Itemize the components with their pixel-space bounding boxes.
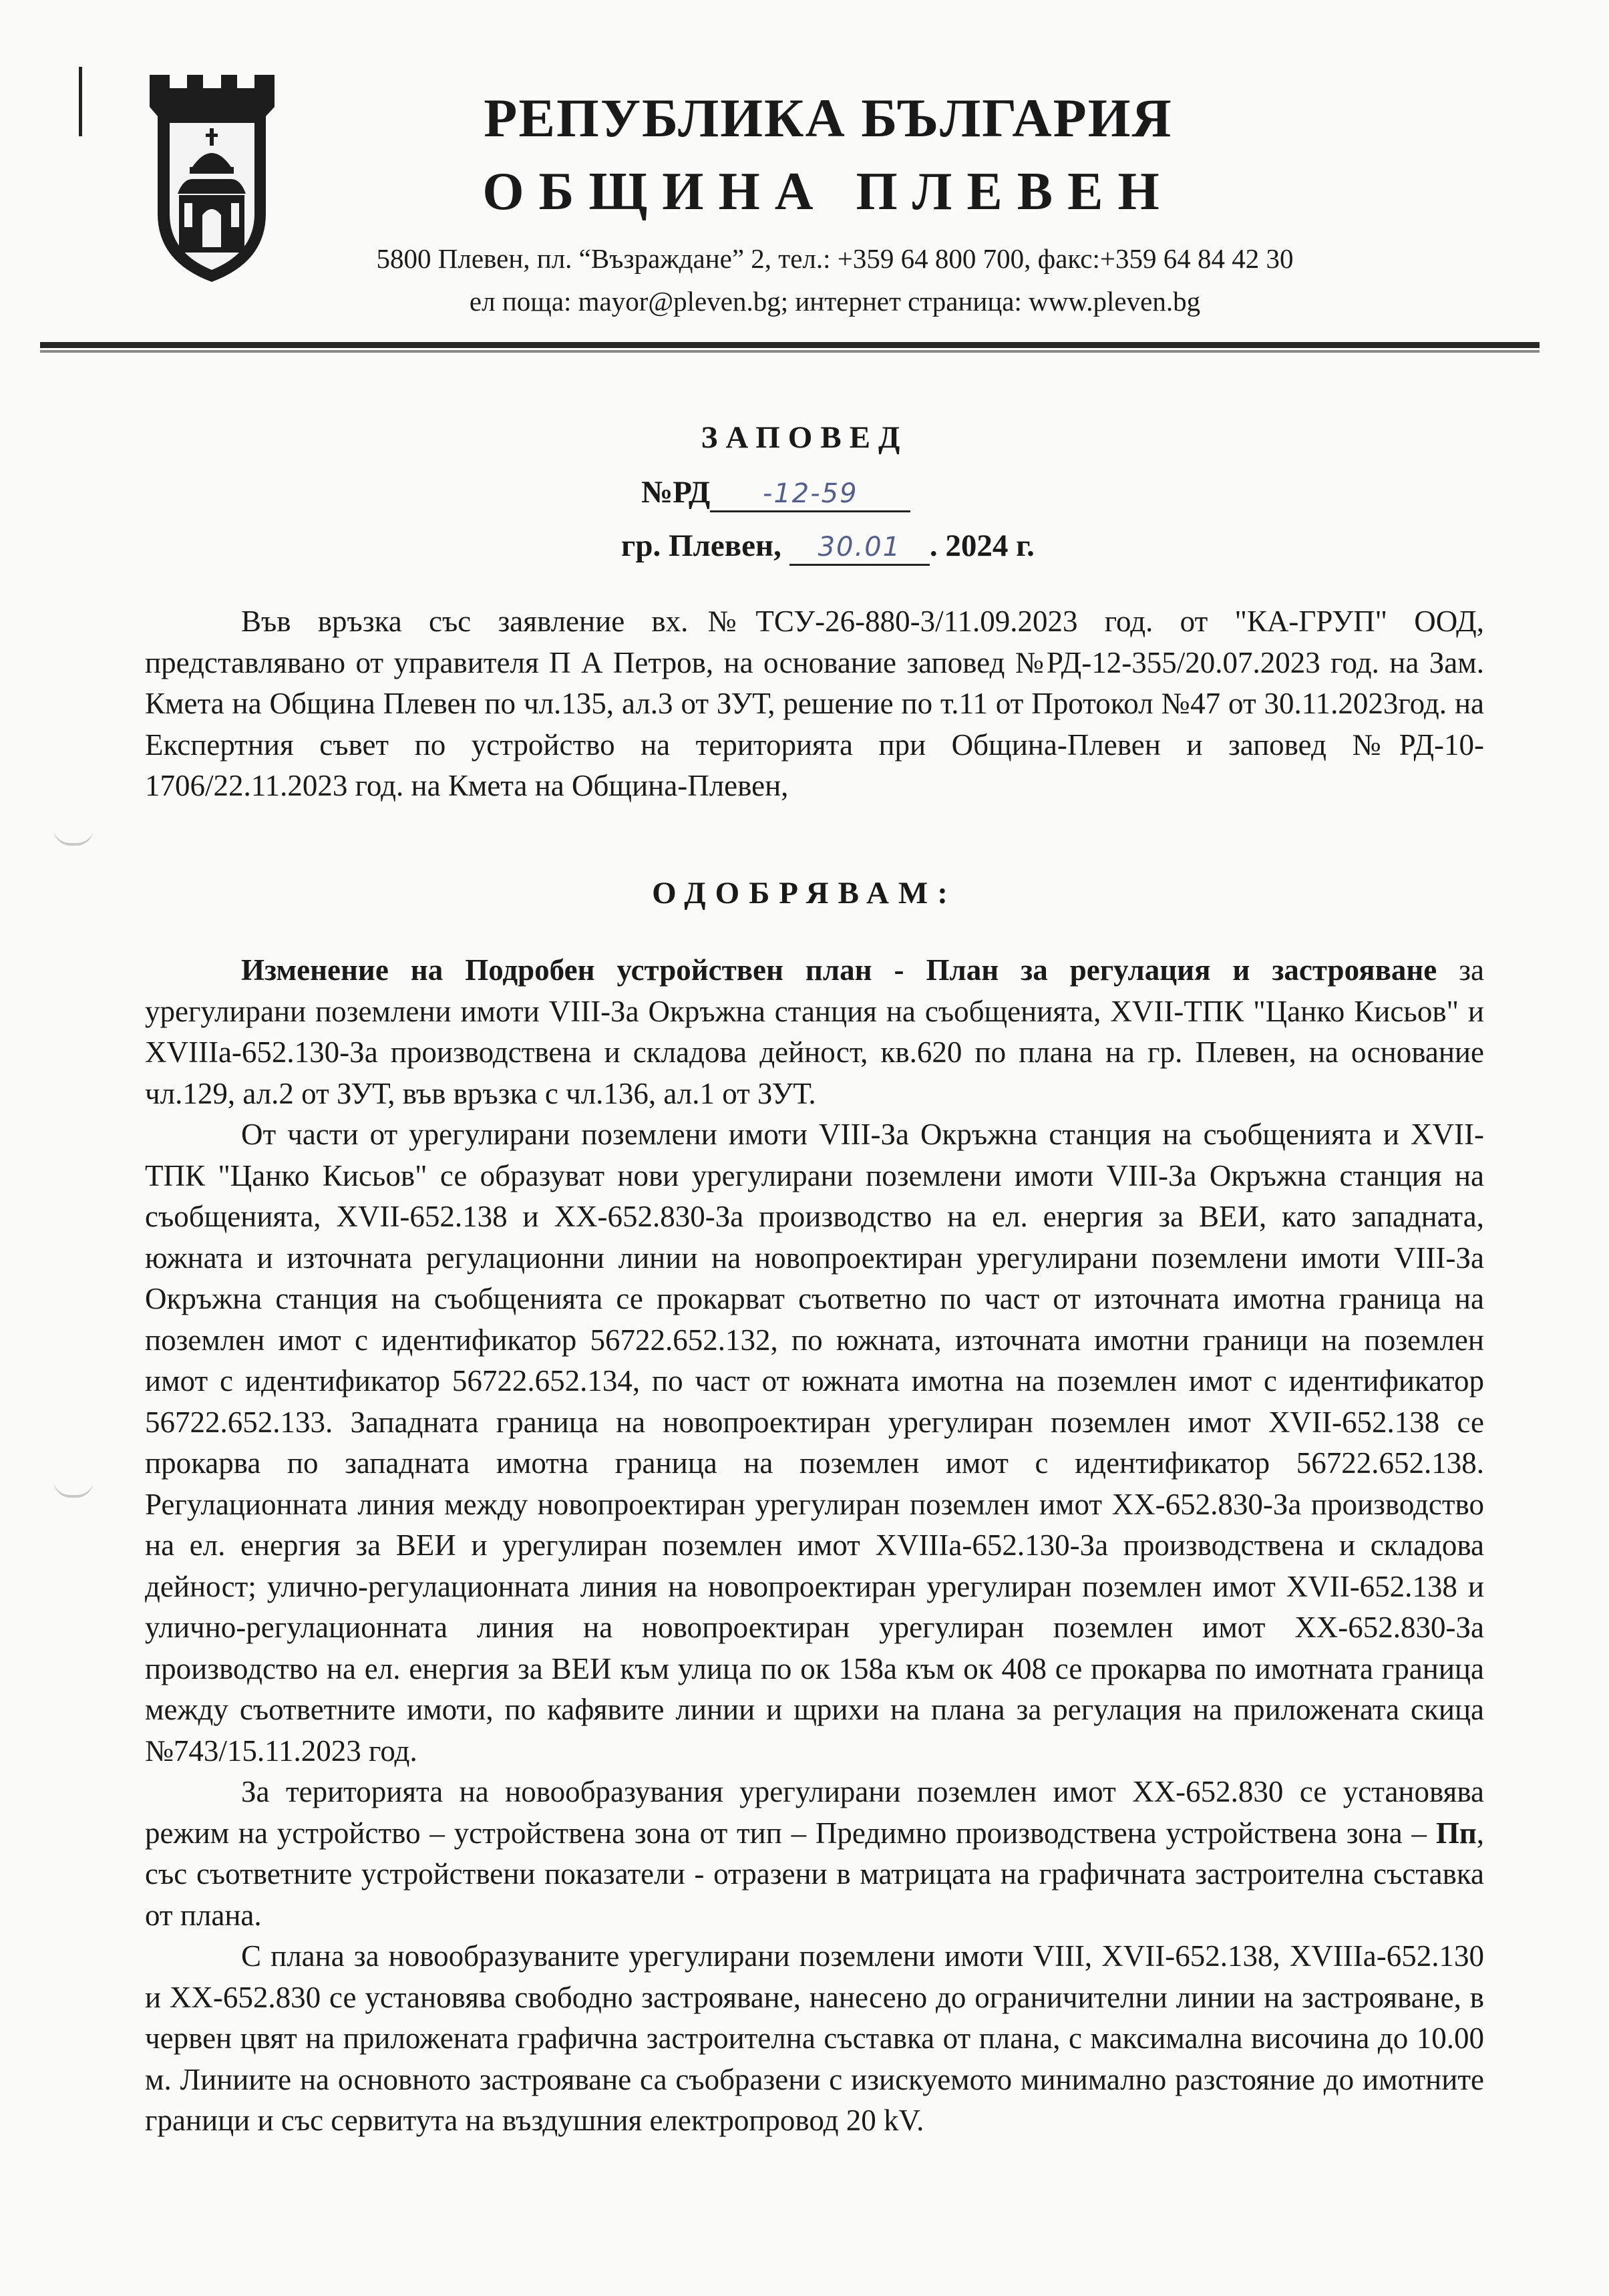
order-title: ЗАПОВЕД: [701, 420, 908, 455]
punch-hole-mark: [53, 1480, 94, 1498]
pleven-coat-of-arms-icon: [140, 67, 284, 287]
order-place-date-line: [621, 528, 1035, 566]
order-body: [145, 950, 1484, 2142]
letterhead-country: РЕПУБЛИКА БЪЛГАРИЯ: [484, 88, 1173, 148]
letterhead-address: 5800 Плевен, пл. “Възраждане” 2, тел.: +359 64 800 700, факс:+359 64 84 42 30: [376, 243, 1294, 274]
zone-code: Пп: [1435, 1816, 1477, 1850]
paragraph-3: [145, 1772, 1484, 1936]
paragraph-1-bold: Изменение на Подробен устройствен план - План за регулация и застрояване: [241, 953, 1437, 987]
paragraph-1: [145, 950, 1484, 1114]
order-year: . 2024 г.: [929, 528, 1035, 563]
header-divider: [40, 342, 1540, 348]
paragraph-2: От части от урегулирани поземлени имоти VIII-За Окръжна станция на съобщенията и XVII-ТПК "Цанко Кисьов" се образуват нови урегулирани поземлени имоти VIII-За Окръжна станция на съобщенията, XVII-652.138 и XX-652.830-За производство на ел. енергия за ВЕИ, като западната, южната и източната регулационни линии на новопроектиран урегулирани поземлени имоти VIII-За Окръжна станция на съобщенията се прокарват съответно по част от източната имотна граница на поземлен имот с идентификатор 56722.652.132, по южната, източната имотни граници на поземлен имот с идентификатор 56722.652.134, по част от южната имотна на поземлен имот с идентификатор 56722.652.133. Западната граница на новопроектиран урегулиран поземлен имот XVII-652.138 се прокарва по западната имотна граница на поземлен имот с идентификатор 56722.652.138. Регулационната линия между новопроектиран урегулиран поземлен имот XX-652.830-За производство на ел. енергия за ВЕИ и урегулиран поземлен имот XVIIIа-652.130-За производствена и складова дейност; улично-регулационната линия на новопроектиран урегулиран поземлен имот XVII-652.138 и улично-регулационната линия на новопроектиран урегулиран поземлен имот XX-652.830-За производство на ел. енергия за ВЕИ към улица по ок 158а към ок 408 се прокарва по имотната граница между съответните имоти, по кафявите линии и щрихи на плана за регулация на приложената скица №743/15.11.2023 год.: [145, 1118, 1484, 1768]
paragraph-4: С плана за новообразуваните урегулирани поземлени имоти VIII, XVII-652.138, XVIIIа-652.130 и XX-652.830 се установява свободно застрояване, нанесено до ограничителни линии на застрояване, в червен цвят на приложената графична застроителна съставка от плана, с максимална височина до 10.00 м. Линиите на основното застрояване са съобразени с изискуемото минимално разстояние до имотните граници и със сервитута на въздушния електропровод 20 kV.: [145, 1939, 1484, 2137]
paragraph-3-text-b: , със съответните устройствени показатели - отразени в матрицата на графичната застроителна съставка от плана.: [145, 1816, 1484, 1932]
order-number-prefix: №РД: [641, 475, 711, 510]
order-number-line: [641, 474, 910, 512]
paragraph-3-text-a: За територията на новообразувания урегулирани поземлен имот XX-652.830 се установява режим на устройство – устройствена зона от тип – Предимно производствена устройствена зона –: [145, 1775, 1484, 1850]
margin-mark: [79, 67, 82, 136]
letterhead-title: [361, 81, 1296, 228]
letterhead-address-block: [294, 237, 1376, 323]
order-number-handwritten: -12-59: [762, 478, 858, 509]
paragraph-1-text: за урегулирани поземлени имоти VIII-За Окръжна станция на съобщенията, XVII-ТПК "Цанко Кисьов" и XVIIIа-652.130-За производствена и складова дейност, кв.620 по плана на гр. Плевен, на основание чл.129, ал.2 от ЗУТ, във връзка с чл.136, ал.1 от ЗУТ.: [145, 953, 1484, 1110]
intro-paragraph: Във връзка със заявление вх.№ТСУ-26-880-3/11.09.2023 год. от "КА-ГРУП" ООД, представлявано от управителя П А Петров, на основание заповед №РД-12-355/20.07.2023 год. на Зам. Кмета на Община Плевен по чл.135, ал.3 от ЗУТ, решение по т.11 от Протокол №47 от 30.11.2023год. на Експертния съвет по устройство на територията при Община-Плевен и заповед №РД-10-1706/22.11.2023 год. на Кмета на Община-Плевен,: [145, 605, 1484, 802]
letterhead-contacts: ел поща: mayor@pleven.bg; интернет страница: www.pleven.bg: [469, 286, 1201, 317]
punch-hole-mark: [53, 828, 94, 846]
letterhead-municipality: ОБЩИНА ПЛЕВЕН: [482, 162, 1174, 221]
order-date-handwritten: 30.01: [818, 532, 902, 562]
header-divider-thin: [40, 350, 1540, 353]
order-place: гр. Плевен,: [621, 528, 781, 563]
approve-heading: ОДОБРЯВАМ:: [652, 876, 957, 911]
